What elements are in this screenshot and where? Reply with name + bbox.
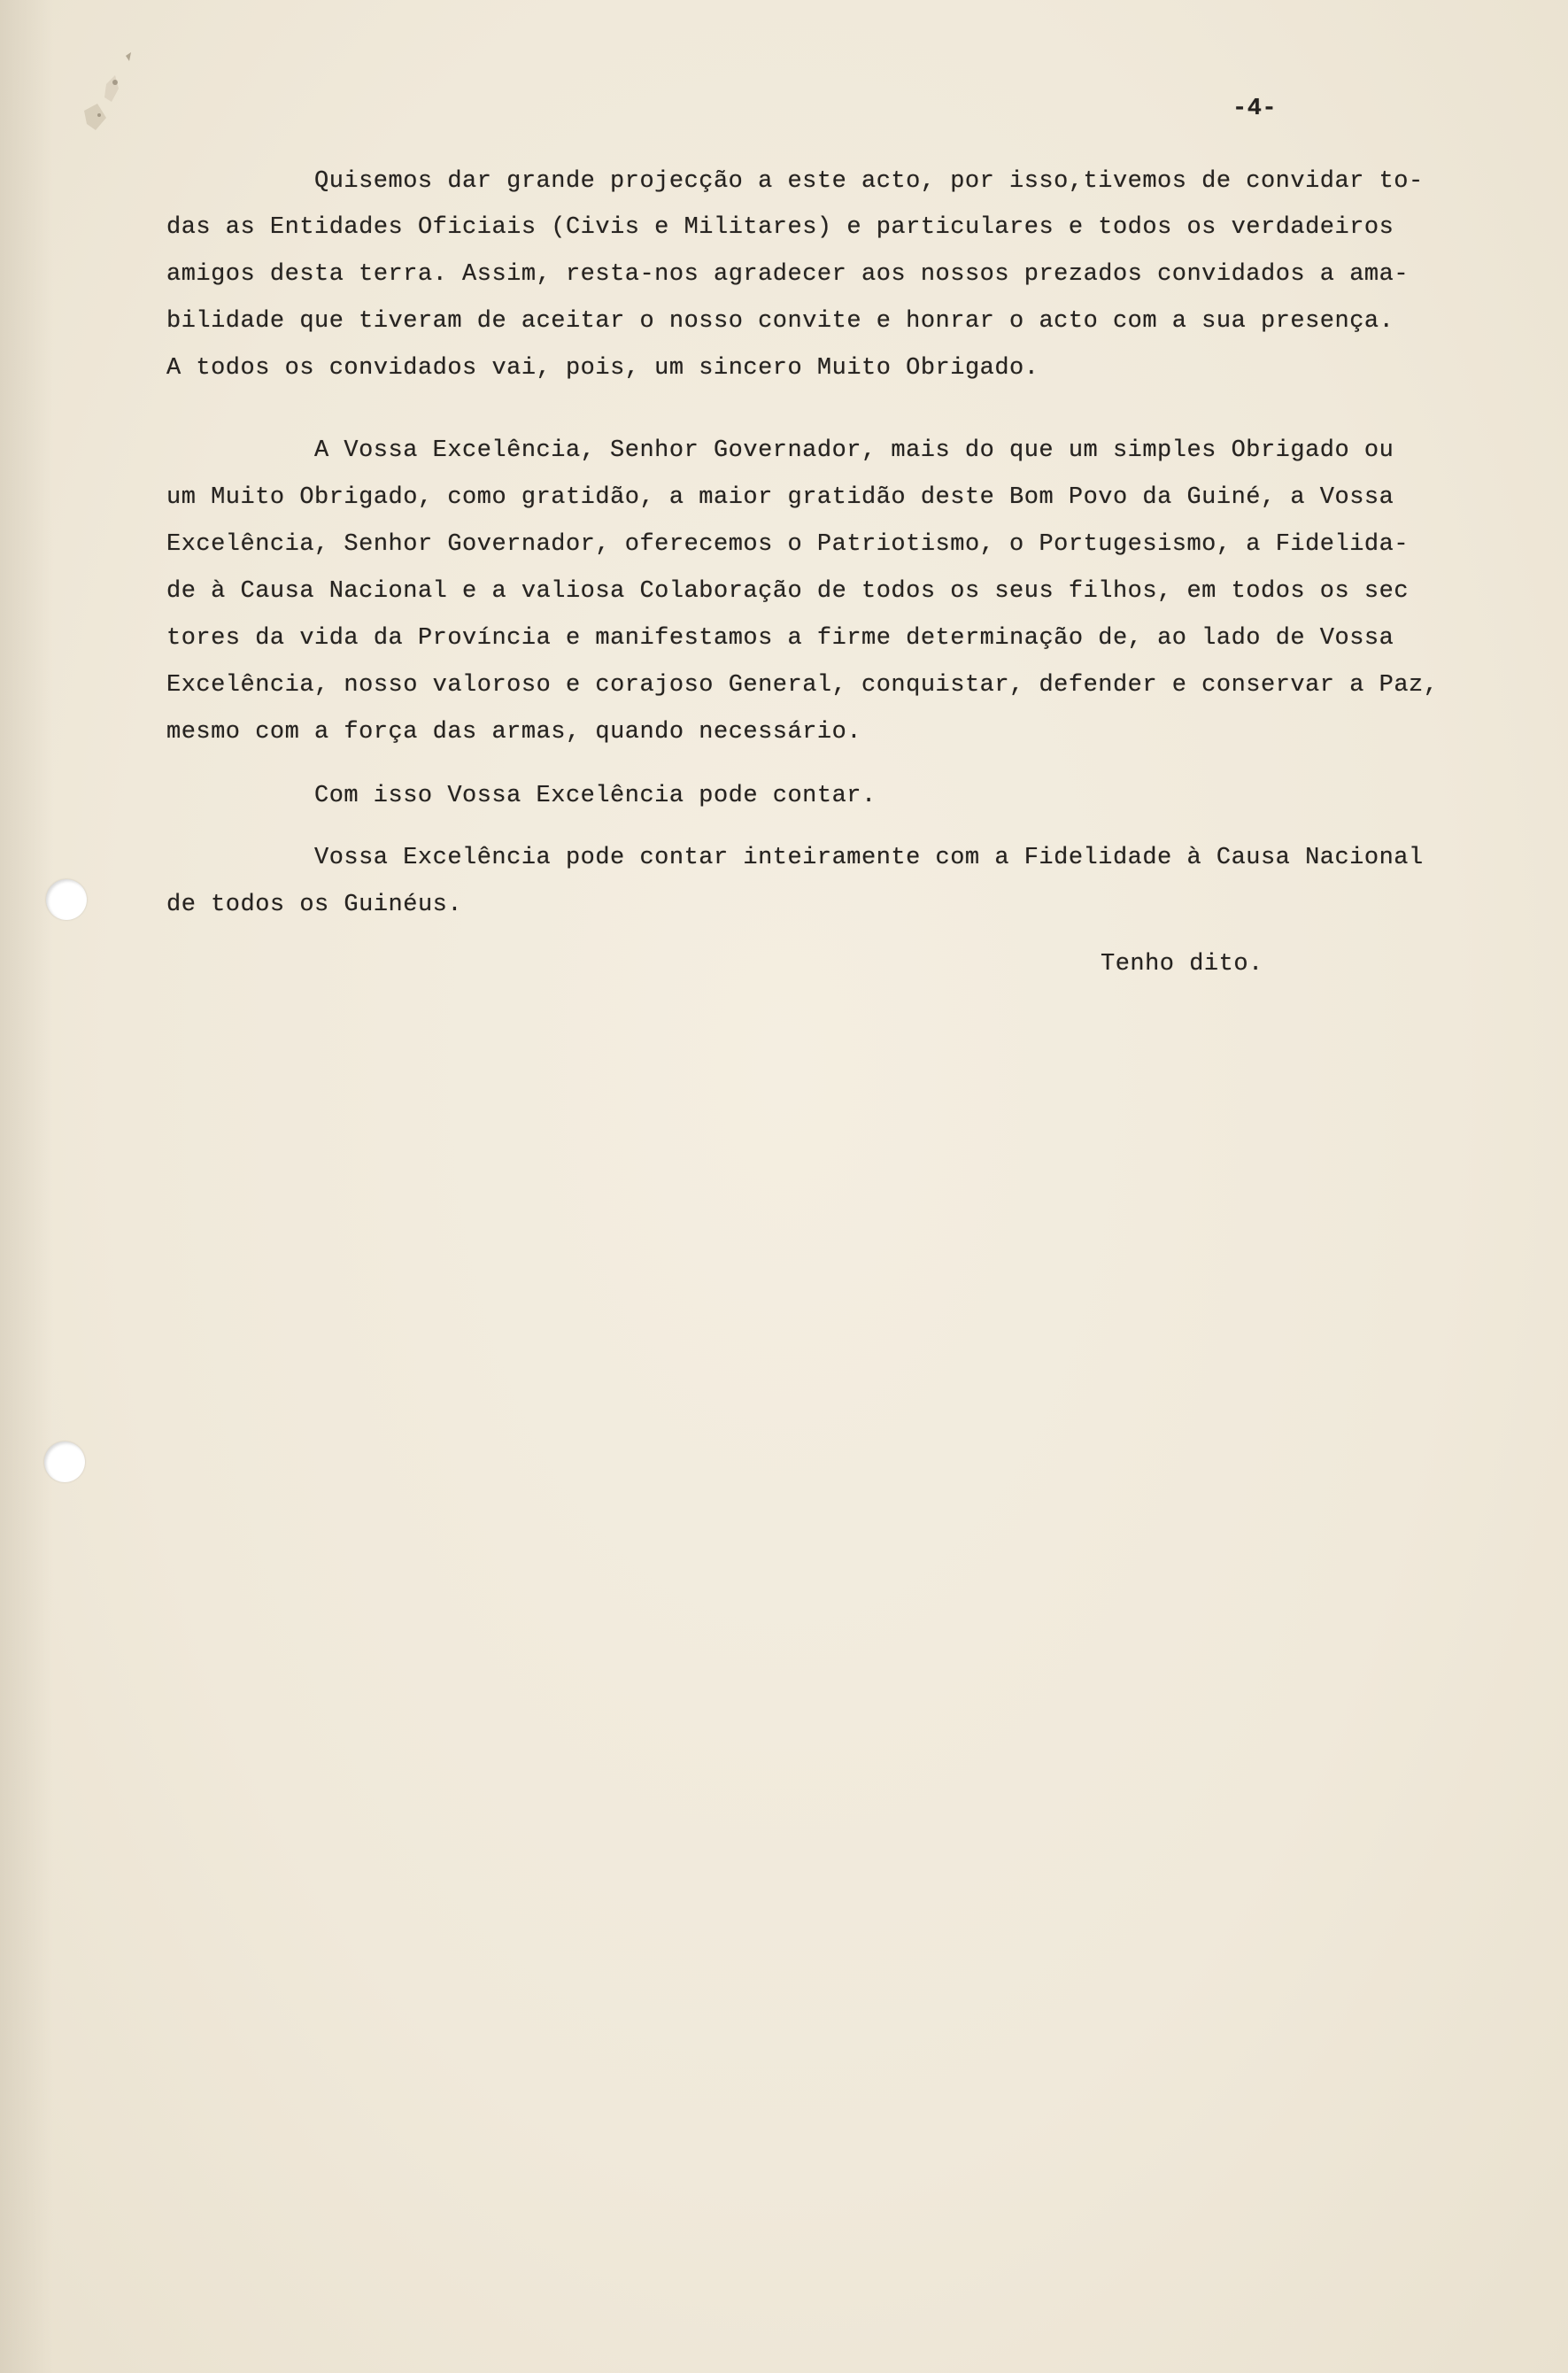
text-line: tores da vida da Província e manifestamos a firme determinação de, ao lado de Vossa xyxy=(166,625,1394,652)
text-line: de à Causa Nacional e a valiosa Colaboração de todos os seus filhos, em todos os sec xyxy=(166,578,1410,605)
text-line: mesmo com a força das armas, quando necessário. xyxy=(166,719,862,746)
paper-edge-shadow xyxy=(0,0,53,2373)
text-line: A Vossa Excelência, Senhor Governador, mais do que um simples Obrigado ou xyxy=(314,437,1394,464)
punch-hole xyxy=(44,1442,85,1482)
text-line: de todos os Guinéus. xyxy=(166,892,463,918)
text-line: A todos os convidados vai, pois, um sincero Muito Obrigado. xyxy=(166,355,1039,382)
text-line: Excelência, nosso valoroso e corajoso General, conquistar, defender e conservar a Paz, xyxy=(166,672,1439,699)
text-line: Vossa Excelência pode contar inteiramente com a Fidelidade à Causa Nacional xyxy=(314,845,1424,871)
text-line: das as Entidades Oficiais (Civis e Militares) e particulares e todos os verdadeiros xyxy=(166,214,1394,241)
text-line: bilidade que tiveram de aceitar o nosso convite e honrar o acto com a sua presença. xyxy=(166,308,1394,335)
text-line: um Muito Obrigado, como gratidão, a maior gratidão deste Bom Povo da Guiné, a Vossa xyxy=(166,484,1394,511)
punch-hole xyxy=(46,879,87,920)
paper-damage-mark xyxy=(80,49,142,137)
text-line: Quisemos dar grande projecção a este acto, por isso,tivemos de convidar to- xyxy=(314,168,1424,195)
text-line: Com isso Vossa Excelência pode contar. xyxy=(314,783,877,809)
text-line: Excelência, Senhor Governador, oferecemos o Patriotismo, o Portugesismo, a Fidelida- xyxy=(166,531,1410,558)
page-number: -4- xyxy=(1232,96,1278,122)
text-line: amigos desta terra. Assim, resta-nos agradecer aos nossos prezados convidados a ama- xyxy=(166,261,1410,288)
closing-remark: Tenho dito. xyxy=(1101,951,1263,978)
